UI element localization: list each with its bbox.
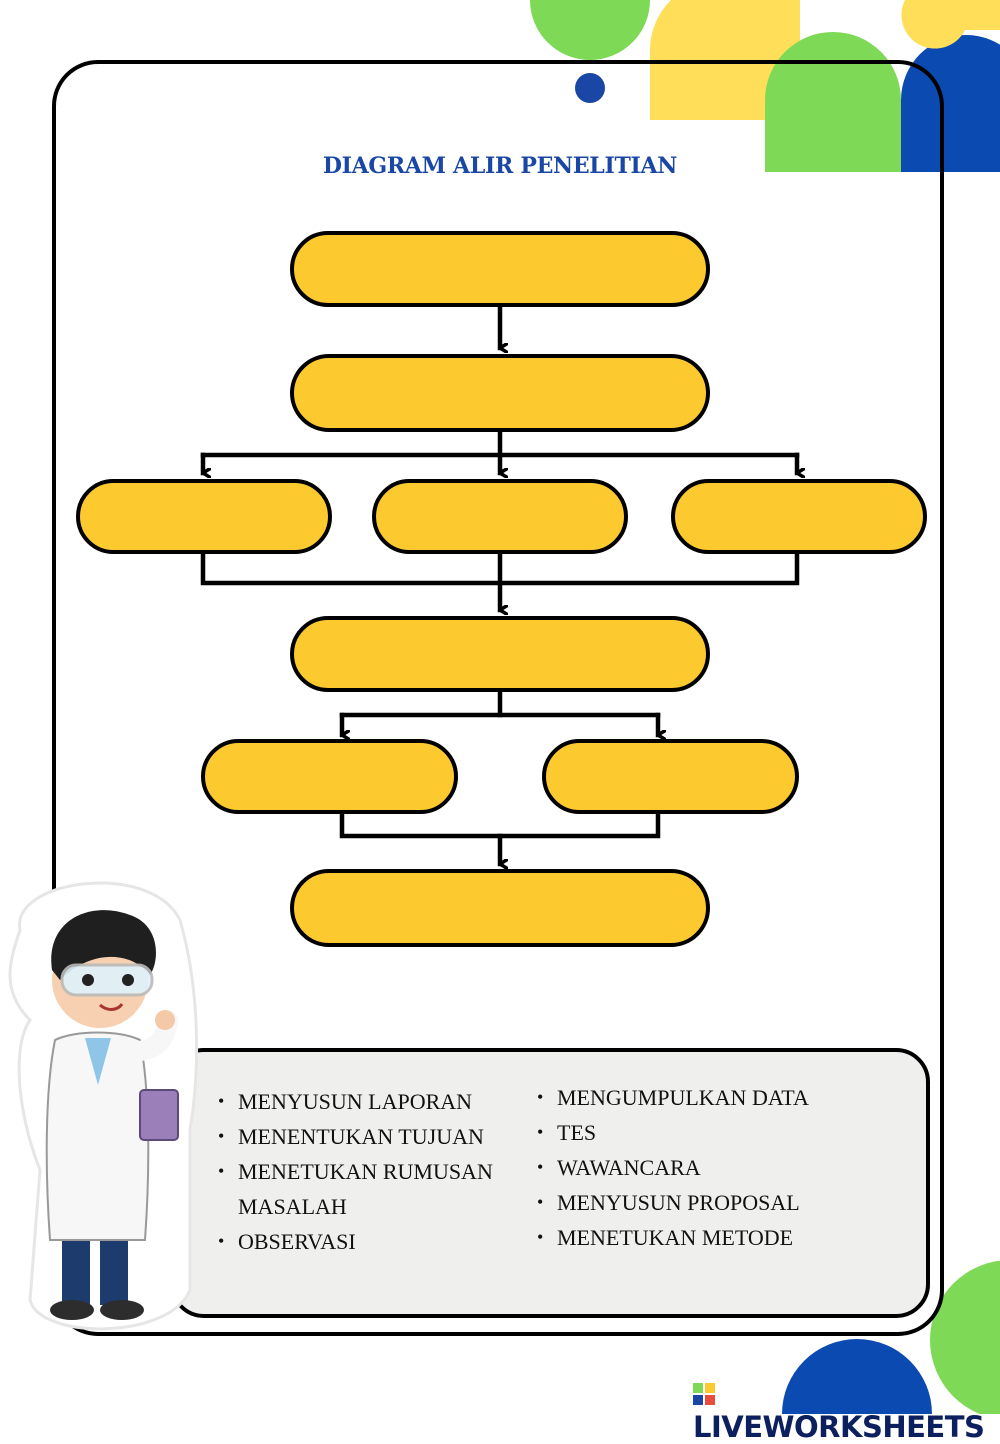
flow-box-5a[interactable] <box>201 739 458 814</box>
option-item[interactable]: • MENENTUKAN TUJUAN <box>218 1119 528 1154</box>
option-item[interactable]: • MENETUKAN METODE <box>537 1220 877 1255</box>
liveworksheets-logo <box>693 1376 1000 1444</box>
options-list-right <box>537 1080 877 1255</box>
flow-box-1[interactable] <box>290 231 710 307</box>
options-list-left <box>218 1084 528 1259</box>
option-item[interactable]: • MENYUSUN LAPORAN <box>218 1084 528 1119</box>
option-item[interactable]: • OBSERVASI <box>218 1224 528 1259</box>
liveworksheets-logo-icon <box>693 1383 715 1405</box>
option-item[interactable]: • MENGUMPULKAN DATA <box>537 1080 877 1115</box>
option-item[interactable]: • MENETUKAN RUMUSAN MASALAH <box>218 1154 528 1224</box>
flow-box-3a[interactable] <box>76 479 332 554</box>
flow-box-3b[interactable] <box>372 479 628 554</box>
flow-box-4[interactable] <box>290 616 710 692</box>
option-item[interactable]: • MENYUSUN PROPOSAL <box>537 1185 877 1220</box>
scientist-illustration <box>0 870 200 1340</box>
flow-box-2[interactable] <box>290 354 710 432</box>
flow-box-6[interactable] <box>290 869 710 947</box>
flow-box-5b[interactable] <box>542 739 799 814</box>
option-item[interactable]: • WAWANCARA <box>537 1150 877 1185</box>
option-item[interactable]: • TES <box>537 1115 877 1150</box>
page-title: DIAGRAM ALIR PENELITIAN <box>322 153 678 179</box>
flow-box-3c[interactable] <box>671 479 927 554</box>
logo-text: LIVEWORKSHEETS <box>693 1410 985 1444</box>
